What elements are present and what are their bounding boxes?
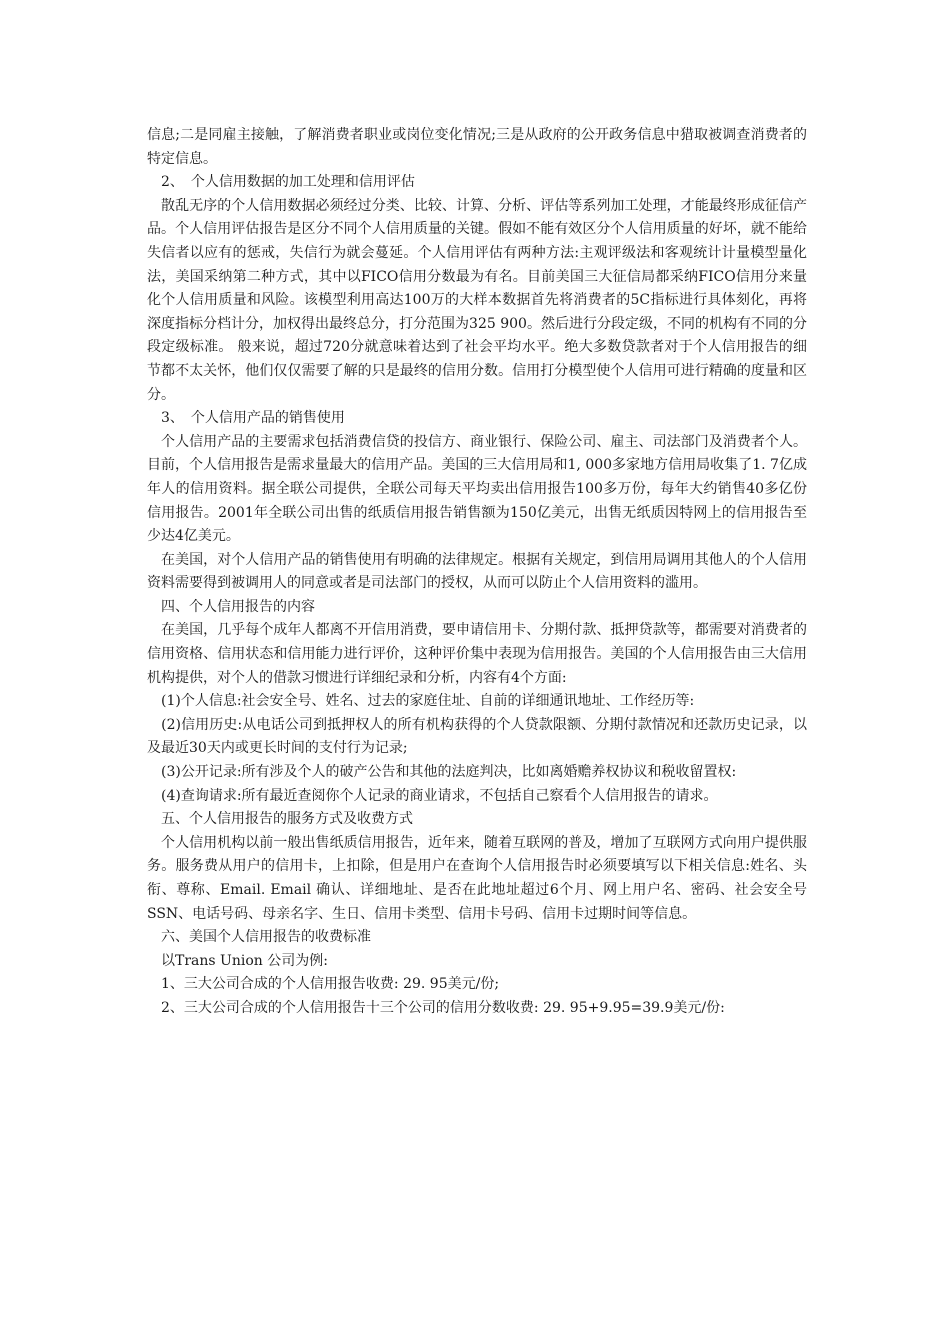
paragraph-example-intro: 以Trans Union 公司为例: <box>147 952 328 969</box>
paragraph-legal-rules: 在美国，对个人信用产品的销售使用有明确的法律规定。根据有关规定，到信用局调用其他人的个人信用资料需要得到被调用人的同意或者是司法部门的授权，从而可以防止个人信用资料的滥用。 <box>147 551 807 592</box>
paragraph-report-intro: 在美国，几乎每个成年人都离不开信用消费，要申请信用卡、分期付款、抵押贷款等，都需要对消费者的信用资格、信用状态和信用能力进行评价，这种评价集中表现为信用报告。美国的个人信用报告由三大信用机构提供，对个人的借款习惯进行详细纪录和分析，内容有4个方面: <box>147 622 807 686</box>
section-heading-2: 2、 个人信用数据的加工处理和信用评估 <box>147 174 415 191</box>
paragraph-credit-evaluation: 散乱无序的个人信用数据必须经过分类、比较、计算、分析、评估等系列加工处理，才能最终形成征信产品。个人信用评估报告是区分不同个人信用质量的关键。假如不能有效区分个人信用质量的好坏，就不能给失信者以应有的惩戒，失信行为就会蔓延。个人信用评估有两种方法:主观评级法和客观统计计量模型量化法，美国采纳第二种方式，其中以FICO信用分数最为有名。目前美国三大征信局都采纳FICO信用分来量化个人信用质量和风险。该模型利用高达100万的大样本数据首先将消费者的5C指标进行具体刻化，再将深度指标分档计分，加权得出最终总分，打分范围为325 900。然后进行分段定级，不同的机构有不同的分段定级标准。 般来说，超过720分就意味着达到了社会平均水平。绝大多数贷款者对于个人信用报告的细节都不太关怀，他们仅仅需要了解的只是最终的信用分数。信用打分模型使个人信用可进行精确的度量和区分。 <box>147 197 807 403</box>
paragraph-product-demand: 个人信用产品的主要需求包括消费信贷的投信方、商业银行、保险公司、雇主、司法部门及消费者个人。目前，个人信用报告是需求量最大的信用产品。美国的三大信用局和1, 000多家地方信用局收集了1. 7亿成年人的信用资料。据全联公司提供，全联公司每天平均卖出信用报告100多万份，每年大约销售40多亿份信用报告。2001年全联公司出售的纸质信用报告销售额为150亿美元，出售无纸质因特网上的信用报告至少达4亿美元。 <box>147 433 807 545</box>
paragraph-0: 信息;二是同雇主接触，了解消费者职业或岗位变化情况;三是从政府的公开政务信息中猎取被调查消费者的特定信息。 <box>147 127 807 167</box>
section-heading-5: 五、个人信用报告的服务方式及收费方式 <box>147 811 413 828</box>
list-item-personal-info: (1)个人信息:社会安全号、姓名、过去的家庭住址、自前的详细通讯地址、工作经历等: <box>147 693 695 710</box>
section-heading-3: 3、 个人信用产品的销售使用 <box>147 410 345 427</box>
section-heading-4: 四、个人信用报告的内容 <box>147 598 315 615</box>
paragraph-service-method: 个人信用机构以前一般出售纸质信用报告，近年来，随着互联网的普及，增加了互联网方式向用户提供服务。服务费从用户的信用卡，上扣除，但是用户在查询个人信用报告时必须要填写以下相关信息:姓名、头衔、尊称、Email. Email 确认、详细地址、是否在此地址超过6个月、网上用户名、密码、社会安全号SSN、电话号码、母亲名字、生日、信用卡类型、信用卡号码、信用卡过期时间等信息。 <box>147 834 807 922</box>
list-item-fee-1: 1、三大公司合成的个人信用报告收费: 29. 95美元/份; <box>147 976 500 993</box>
list-item-credit-history: (2)信用历史:从电话公司到抵押权人的所有机构获得的个人贷款限额、分期付款情况和还款历史记录，以及最近30天内或更长时间的支付行为记录; <box>147 716 807 757</box>
list-item-inquiries: (4)查询请求:所有最近查阅你个人记录的商业请求，不包括自己察看个人信用报告的请求。 <box>147 787 718 804</box>
document-body <box>147 124 807 1021</box>
section-heading-6: 六、美国个人信用报告的收费标准 <box>147 929 371 946</box>
list-item-public-records: (3)公开记录:所有涉及个人的破产公告和其他的法庭判决，比如离婚赡养权协议和税收留置权: <box>147 764 737 781</box>
list-item-fee-2: 2、三大公司合成的个人信用报告十三个公司的信用分数收费: 29. 95+9.95=39.9美元/份: <box>147 999 725 1016</box>
